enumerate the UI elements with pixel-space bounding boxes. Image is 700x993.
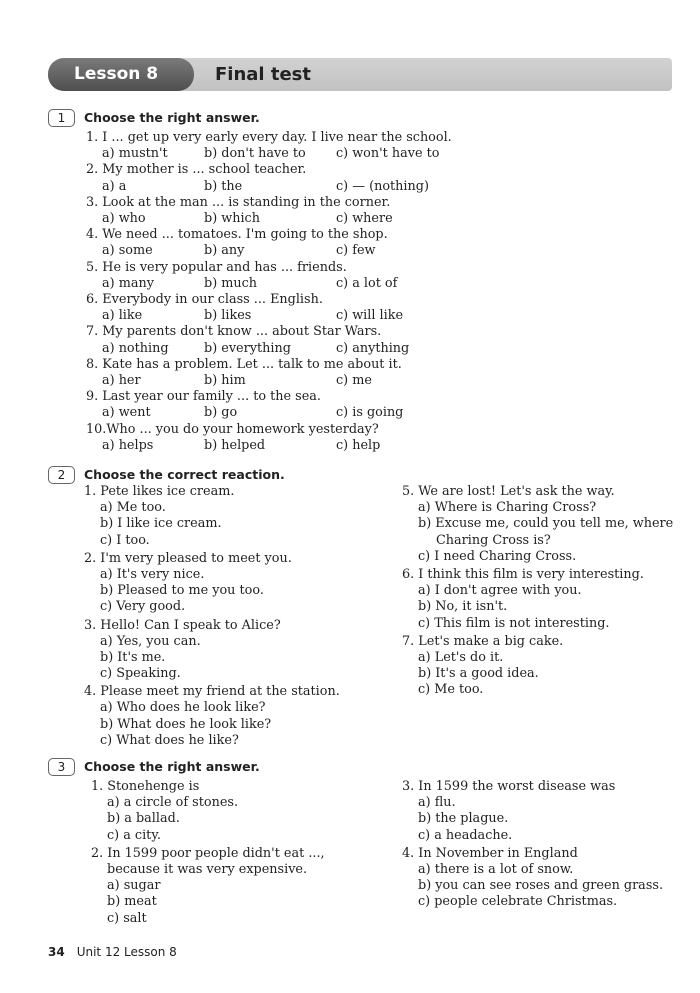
option-b: b) don't have to <box>204 146 306 162</box>
page-footer <box>48 945 177 959</box>
question-item <box>86 324 526 356</box>
option-b: b) you can see roses and green grass. <box>418 878 664 894</box>
question-text: We need ... tomatoes. I'm going to the shop. <box>102 227 388 243</box>
option-b-continued: Charing Cross is? <box>436 532 551 548</box>
option-b: b) helped <box>204 437 266 453</box>
question-text: 3. In 1599 the worst disease was <box>402 779 616 794</box>
question-text: 2. In 1599 poor people didn't eat ..., <box>91 845 325 861</box>
option-a: a) Where is Charing Cross? <box>418 500 597 516</box>
option-c: c) a headache. <box>418 827 513 843</box>
question-item <box>86 162 526 194</box>
option-b: b) everything <box>204 340 291 356</box>
question-text: He is very popular and has ... friends. <box>102 259 347 275</box>
option-c: c) I too. <box>100 532 150 548</box>
option-c: c) where <box>336 210 393 226</box>
question-number: 7. <box>86 324 99 340</box>
question-text: My parents don't know ... about Star Wars. <box>102 324 382 340</box>
option-a: a) sugar <box>107 878 161 894</box>
option-b: b) go <box>204 405 238 421</box>
question-text: 4. Please meet my friend at the station. <box>84 684 340 700</box>
page-title: Final test <box>215 64 311 85</box>
option-a: a) Who does he look like? <box>100 700 266 716</box>
option-a: a) who <box>102 210 146 226</box>
option-c: c) anything <box>336 340 410 356</box>
question-item <box>86 422 526 454</box>
question-item <box>86 260 526 292</box>
option-b: b) No, it isn't. <box>418 599 508 615</box>
option-c: c) What does he like? <box>100 732 239 748</box>
question-number: 1. <box>86 130 99 145</box>
option-a: a) flu. <box>418 795 456 811</box>
question-item <box>86 195 526 227</box>
option-c: c) Speaking. <box>100 666 181 682</box>
option-b: b) Pleased to me you too. <box>100 583 264 599</box>
option-b: b) a ballad. <box>107 811 180 827</box>
question-item <box>86 227 526 259</box>
option-a: a) many <box>102 275 154 291</box>
question-number: 10. <box>86 421 107 437</box>
option-a: a) Let's do it. <box>418 649 504 665</box>
option-c: c) me <box>336 372 372 388</box>
option-b: b) much <box>204 275 258 291</box>
option-c: c) Very good. <box>100 599 186 615</box>
option-a: a) Me too. <box>100 500 166 516</box>
question-text: 1. Stonehenge is <box>91 779 200 794</box>
option-a: a) helps <box>102 437 154 453</box>
section-3-left-column <box>91 779 325 927</box>
option-b: b) What does he look like? <box>100 716 272 732</box>
option-c: c) a city. <box>107 827 161 843</box>
section-2-left-column <box>84 484 340 749</box>
question-text-continued: because it was very expensive. <box>107 861 308 877</box>
question-item <box>86 292 526 324</box>
option-a: a) there is a lot of snow. <box>418 861 574 877</box>
option-c: c) is going <box>336 405 404 421</box>
question-text: 4. In November in England <box>402 845 578 861</box>
option-a: a) Yes, you can. <box>100 633 201 649</box>
question-text: 1. Pete likes ice cream. <box>84 484 235 499</box>
section-number: 1 <box>48 109 75 127</box>
lesson-label: Lesson 8 <box>48 58 194 91</box>
option-c: c) — (nothing) <box>336 178 429 194</box>
option-b: b) I like ice cream. <box>100 516 222 532</box>
option-c: c) people celebrate Christmas. <box>418 894 618 910</box>
option-b: b) the plague. <box>418 811 509 827</box>
option-a: a) some <box>102 243 153 259</box>
question-text: Kate has a problem. Let ... talk to me about it. <box>102 356 402 372</box>
option-b: b) any <box>204 243 245 259</box>
option-a: a) went <box>102 405 151 421</box>
option-b: b) him <box>204 372 246 388</box>
option-a: a) nothing <box>102 340 169 356</box>
question-text: 3. Hello! Can I speak to Alice? <box>84 617 281 633</box>
question-item <box>86 357 526 389</box>
option-c: c) won't have to <box>336 146 440 162</box>
section-number: 2 <box>48 466 75 484</box>
section-1-questions <box>86 130 526 454</box>
unit-label: Unit 12 Lesson 8 <box>76 945 177 959</box>
section-title: Choose the right answer. <box>84 759 260 774</box>
option-a: a) like <box>102 308 143 324</box>
option-c: c) few <box>336 243 376 259</box>
question-text: Last year our family ... to the sea. <box>102 389 321 405</box>
option-b: b) It's a good idea. <box>418 666 539 682</box>
section-title: Choose the correct reaction. <box>84 467 285 482</box>
question-number: 5. <box>86 259 99 275</box>
option-c: c) a lot of <box>336 275 398 291</box>
question-number: 3. <box>86 194 99 210</box>
option-a: a) a circle of stones. <box>107 795 239 811</box>
option-a: a) her <box>102 372 141 388</box>
section-3-right-column <box>402 779 663 911</box>
option-a: a) It's very nice. <box>100 566 205 582</box>
question-number: 8. <box>86 356 99 372</box>
option-b: b) likes <box>204 308 252 324</box>
option-a: a) mustn't <box>102 146 168 162</box>
option-c: c) I need Charing Cross. <box>418 548 577 564</box>
question-text: I ... get up very early every day. I live near the school. <box>102 130 452 145</box>
section-number: 3 <box>48 758 75 776</box>
option-c: c) will like <box>336 308 404 324</box>
section-2-right-column <box>402 484 673 698</box>
question-text: 2. I'm very pleased to meet you. <box>84 550 292 566</box>
option-c: c) help <box>336 437 381 453</box>
option-c: c) salt <box>107 910 147 926</box>
question-text: 7. Let's make a big cake. <box>402 633 564 649</box>
question-text: 6. I think this film is very interesting. <box>402 566 644 582</box>
option-b: b) Excuse me, could you tell me, where <box>418 516 674 532</box>
option-b: b) which <box>204 210 260 226</box>
question-item <box>86 389 526 421</box>
question-text: Everybody in our class ... English. <box>102 291 323 307</box>
option-c: c) Me too. <box>418 682 484 698</box>
question-number: 2. <box>86 162 99 178</box>
option-a: a) I don't agree with you. <box>418 583 582 599</box>
option-a: a) a <box>102 178 127 194</box>
option-b: b) It's me. <box>100 649 166 665</box>
question-text: Who ... you do your homework yesterday? <box>106 421 379 437</box>
question-number: 6. <box>86 291 99 307</box>
option-b: b) meat <box>107 894 157 910</box>
option-b: b) the <box>204 178 243 194</box>
page-number: 34 <box>48 945 65 959</box>
question-text: Look at the man ... is standing in the corner. <box>102 194 391 210</box>
option-c: c) This film is not interesting. <box>418 615 610 631</box>
question-number: 4. <box>86 227 99 243</box>
section-title: Choose the right answer. <box>84 110 260 125</box>
question-item <box>86 130 526 162</box>
question-text: 5. We are lost! Let's ask the way. <box>402 484 615 499</box>
question-text: My mother is ... school teacher. <box>102 162 307 178</box>
question-number: 9. <box>86 389 99 405</box>
